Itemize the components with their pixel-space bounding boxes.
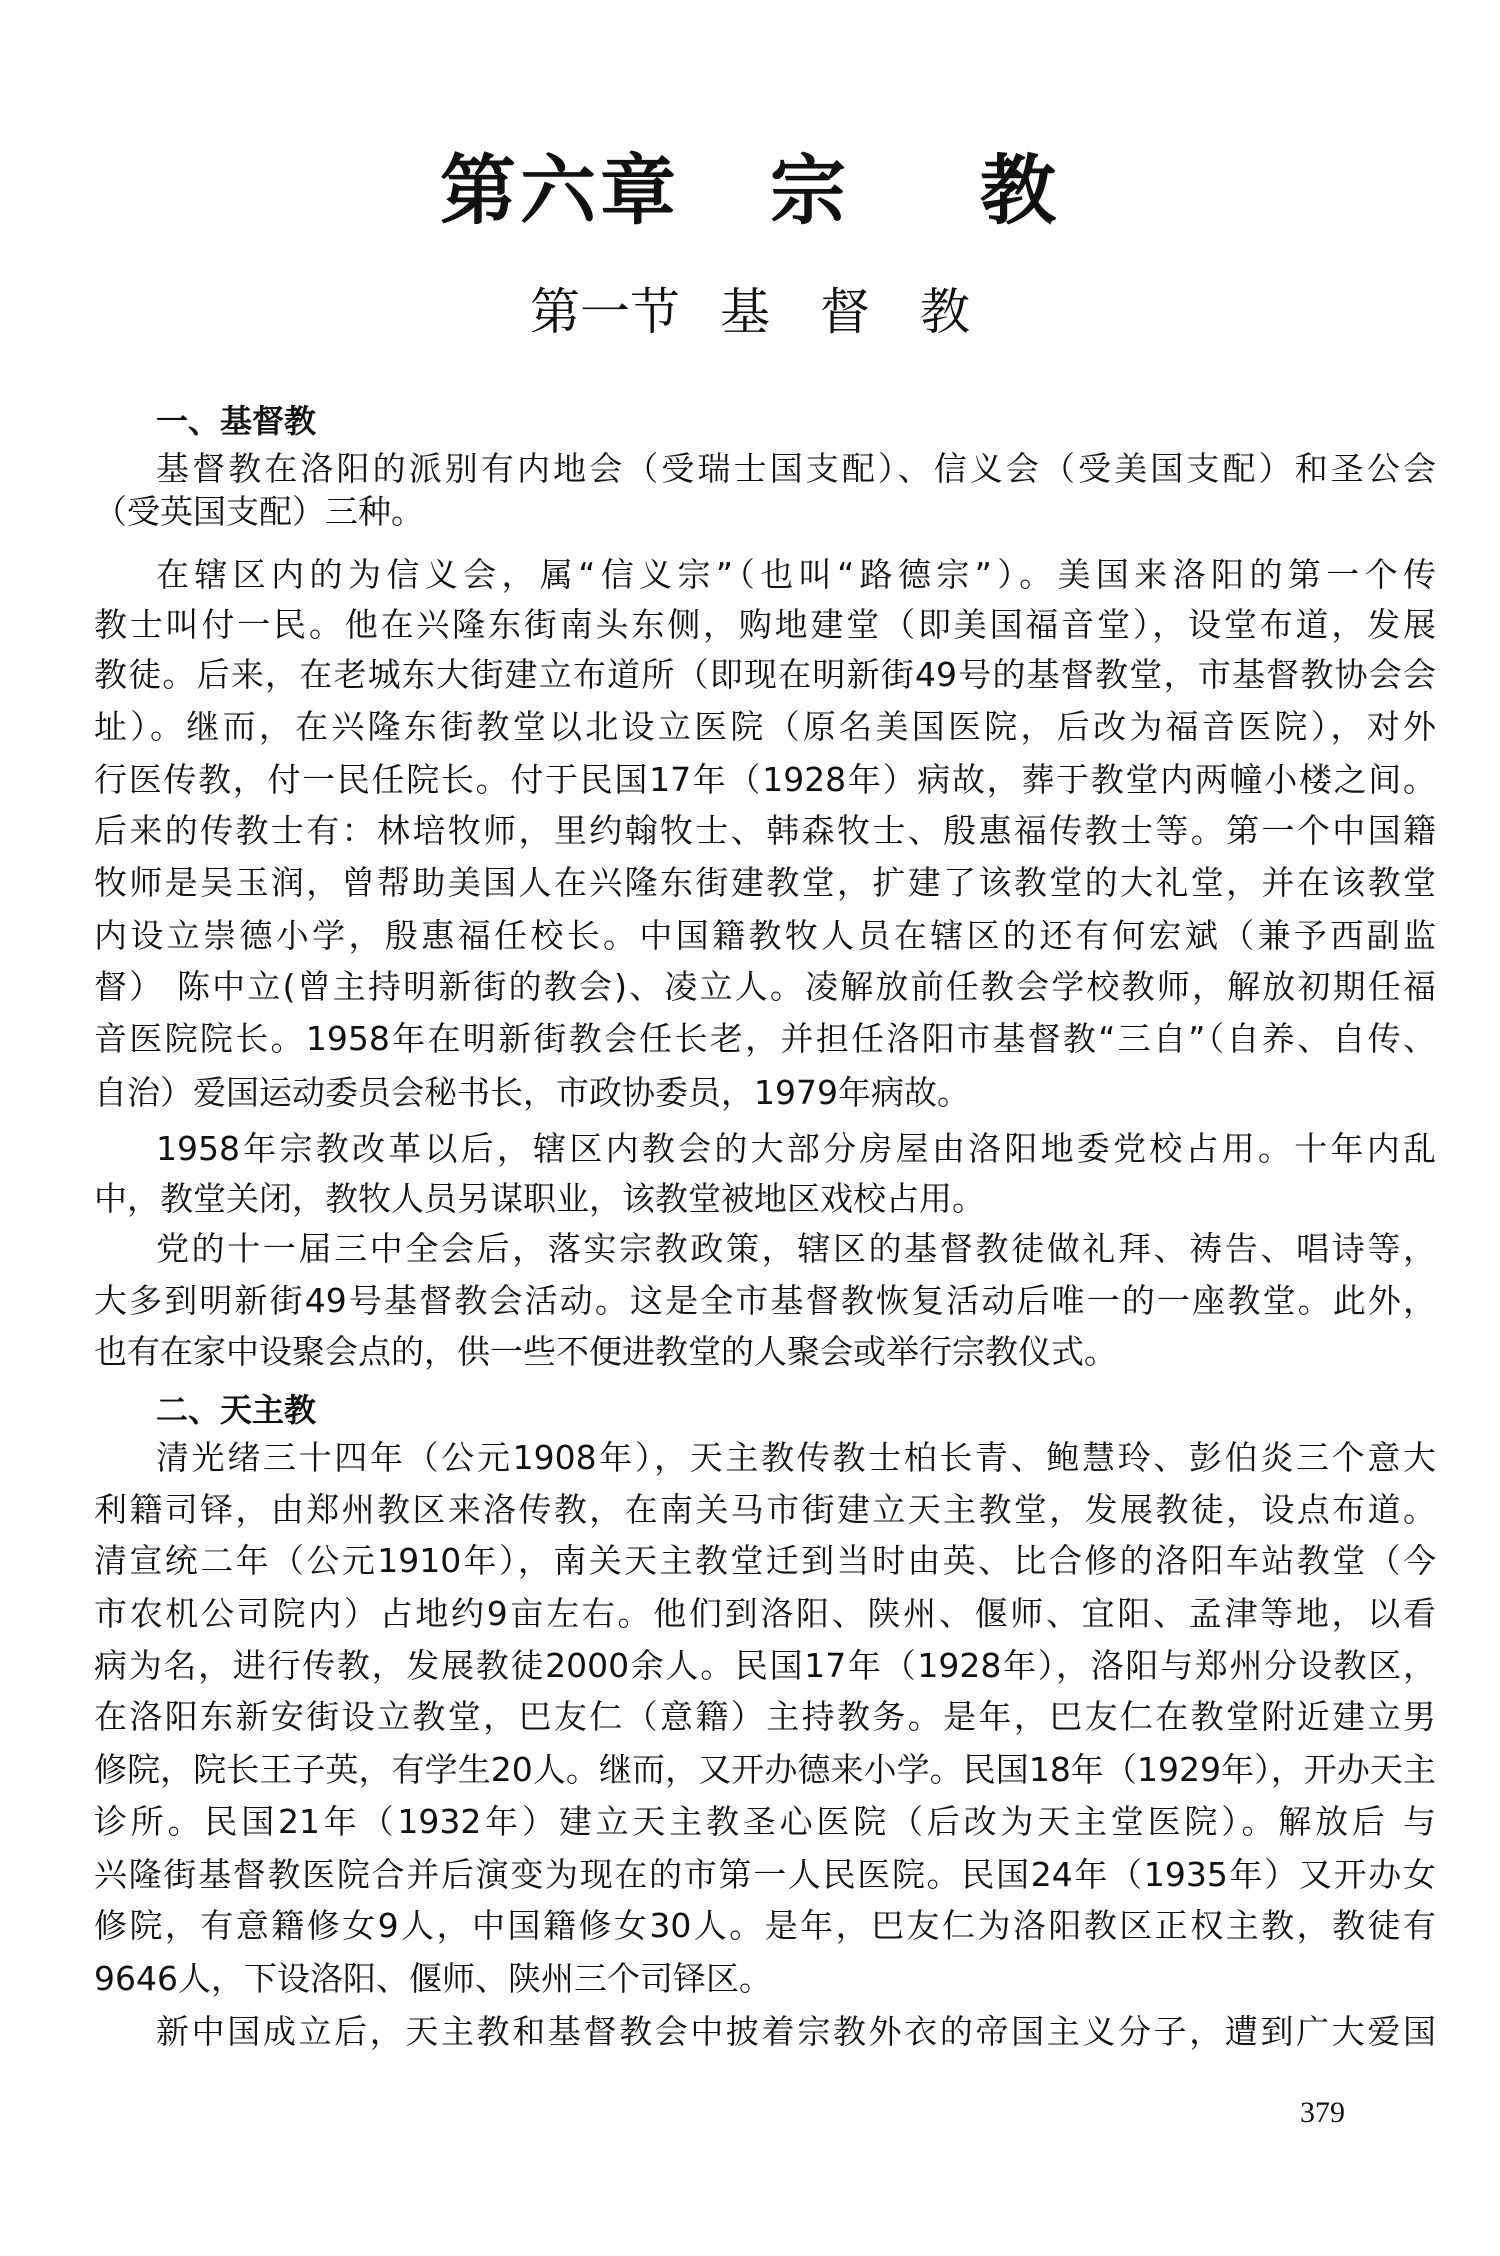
- chapter-title: [0, 130, 1500, 239]
- chapter-number: 第六章: [440, 146, 680, 235]
- paragraph-line: 利籍司铎，由郑州教区来洛传教，在南关马市街建立天主教堂，发展教徒，设点布道。: [94, 1490, 1436, 1529]
- paragraph-line: 行医传教，付一民任院长。付于民国17年（1928年）病故，葬于教堂内两幢小楼之间。: [94, 760, 1436, 799]
- section-title-char: 教: [920, 283, 970, 341]
- paragraph-line: （受英国支配）三种。: [94, 492, 424, 531]
- page-number: 379: [1300, 2096, 1345, 2129]
- paragraph-line: 后来的传教士有：林培牧师，里约翰牧士、韩森牧士、殷惠福传教士等。第一个中国籍: [94, 811, 1436, 850]
- paragraph-line: 修院，有意籍修女9人，中国籍修女30人。是年，巴友仁为洛阳教区正权主教，教徒有: [94, 1906, 1436, 1945]
- paragraph-line: 内设立崇德小学，殷惠福任校长。中国籍教牧人员在辖区的还有何宏斌（兼予西副监: [94, 916, 1436, 955]
- paragraph-line: 清光绪三十四年（公元1908年），天主教传教士柏长青、鲍慧玲、彭伯炎三个意大: [156, 1438, 1436, 1477]
- paragraph-line: 教徒。后来，在老城东大街建立布道所（即现在明新街49号的基督教堂，市基督教协会会: [94, 655, 1436, 694]
- paragraph-line: 党的十一届三中全会后，落实宗教政策，辖区的基督教徒做礼拜、祷告、唱诗等，: [156, 1229, 1436, 1268]
- paragraph-line: 在洛阳东新安街设立教堂，巴友仁（意籍）主持教务。是年，巴友仁在教堂附近建立男: [94, 1697, 1436, 1736]
- paragraph-line: 在辖区内的为信义会，属“信义宗”（也叫“路德宗”）。美国来洛阳的第一个传: [156, 555, 1436, 594]
- paragraph-line: 1958年宗教改革以后，辖区内教会的大部分房屋由洛阳地委党校占用。十年内乱: [156, 1129, 1436, 1168]
- subsection-heading: 一、基督教: [156, 402, 317, 440]
- section-number: 第一节: [530, 283, 680, 341]
- paragraph-line: 新中国成立后，天主教和基督教会中披着宗教外衣的帝国主义分子，遭到广大爱国: [156, 2012, 1436, 2051]
- chapter-title-char: 教: [980, 146, 1060, 235]
- paragraph-line: 清宣统二年（公元1910年），南关天主教堂迁到当时由英、比合修的洛阳车站教堂（今: [94, 1541, 1436, 1580]
- paragraph-line: 大多到明新街49号基督教会活动。这是全市基督教恢复活动后唯一的一座教堂。此外，: [94, 1281, 1436, 1320]
- paragraph-line: 9646人，下设洛阳、偃师、陕州三个司铎区。: [94, 1959, 772, 1998]
- paragraph-line: 诊所。民国21年（1932年）建立天主教圣心医院（后改为天主堂医院）。解放后 与: [94, 1802, 1436, 1841]
- paragraph-line: 市农机公司院内）占地约9亩左右。他们到洛阳、陕州、偃师、宜阳、孟津等地，以看: [94, 1594, 1436, 1633]
- paragraph-line: 教士叫付一民。他在兴隆东街南头东侧，购地建堂（即美国福音堂），设堂布道，发展: [94, 605, 1436, 644]
- section-title-char: 督: [820, 283, 870, 341]
- paragraph-line: 督） 陈中立(曾主持明新街的教会)、凌立人。凌解放前任教会学校教师，解放初期任福: [94, 967, 1436, 1006]
- section-title-char: 基: [720, 283, 770, 341]
- paragraph-line: 音医院院长。1958年在明新街教会任长老，并担任洛阳市基督教“三自”（自养、自传、: [94, 1019, 1436, 1058]
- section-title: [0, 272, 1500, 344]
- paragraph-line: 自治）爱国运动委员会秘书长，市政协委员，1979年病故。: [94, 1073, 970, 1112]
- paragraph-line: 中，教堂关闭，教牧人员另谋职业，该教堂被地区戏校占用。: [94, 1179, 985, 1218]
- paragraph-line: 兴隆街基督教医院合并后演变为现在的市第一人民医院。民国24年（1935年）又开办女: [94, 1855, 1436, 1894]
- paragraph-line: 病为名，进行传教，发展教徒2000余人。民国17年（1928年），洛阳与郑州分设教区，: [94, 1646, 1436, 1685]
- paragraph-line: 基督教在洛阳的派别有内地会（受瑞士国支配）、信义会（受美国支配）和圣公会: [156, 449, 1436, 488]
- paragraph-line: 修院，院长王子英，有学生20人。继而，又开办德来小学。民国18年（1929年），开办天主: [94, 1750, 1436, 1789]
- paragraph-line: 址）。继而，在兴隆东街教堂以北设立医院（原名美国医院，后改为福音医院），对外: [94, 707, 1436, 746]
- paragraph-line: 牧师是吴玉润，曾帮助美国人在兴隆东街建教堂，扩建了该教堂的大礼堂，并在该教堂: [94, 863, 1436, 902]
- paragraph-line: 也有在家中设聚会点的，供一些不便进教堂的人聚会或举行宗教仪式。: [94, 1332, 1117, 1371]
- subsection-heading: 二、天主教: [156, 1391, 317, 1429]
- chapter-title-char: 宗: [770, 146, 850, 235]
